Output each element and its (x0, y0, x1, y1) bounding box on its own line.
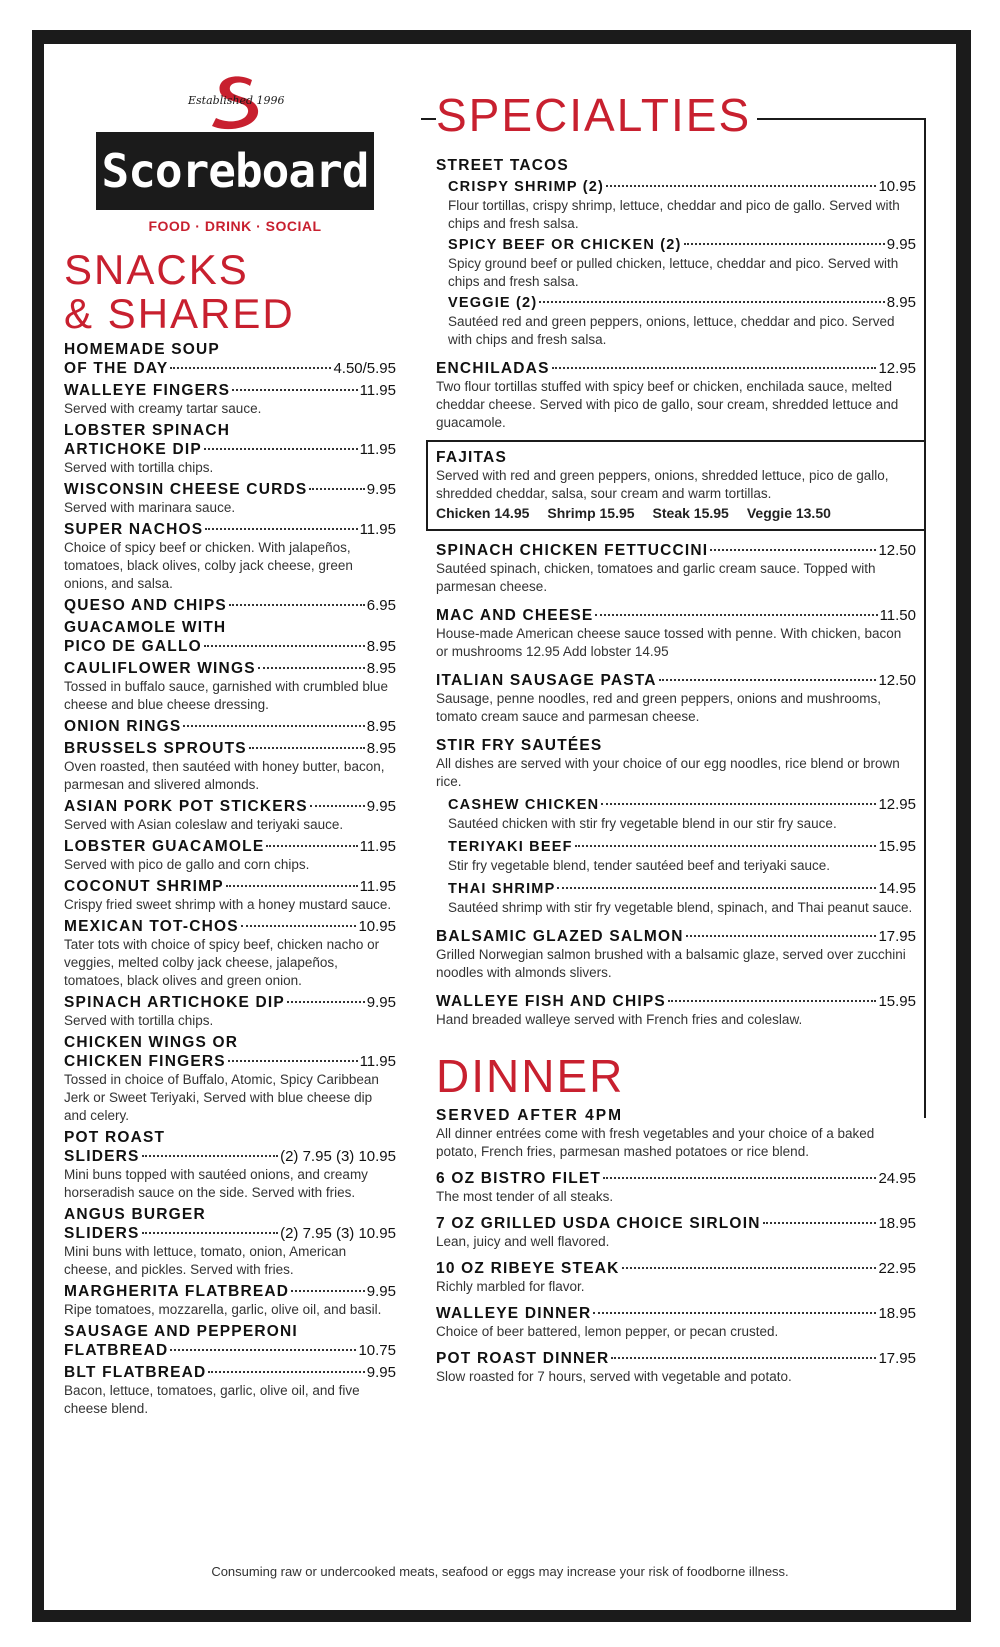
item-price: 15.95 (878, 993, 916, 1010)
stir-fry-section: STIR FRY SAUTÉES All dishes are served with your choice of our egg noodles, rice blend or brown rice. (436, 737, 900, 789)
dot-leader (204, 448, 358, 450)
item-name: WISCONSIN CHEESE CURDS (64, 481, 308, 498)
menu-item (64, 993, 396, 1030)
item-description: Served with tortilla chips. (64, 1013, 214, 1028)
menu-item (448, 293, 916, 349)
item-price: (2) 7.95 (3) 10.95 (280, 1225, 396, 1242)
item-name: CHICKEN FINGERS (64, 1053, 226, 1070)
menu-item (436, 671, 916, 726)
menu-item (64, 917, 396, 990)
fajitas-desc: Served with red and green peppers, onions, shredded lettuce, pico de gallo, shredded cheddar, salsa, sour cream and warm tortillas. (436, 468, 889, 501)
menu-item (448, 177, 916, 233)
item-name: BALSAMIC GLAZED SALMON (436, 928, 684, 945)
dot-leader (684, 243, 885, 245)
menu-item (64, 381, 396, 418)
menu-item (436, 1169, 916, 1206)
dot-leader (291, 1290, 365, 1292)
dot-leader (228, 1060, 358, 1062)
menu-item (436, 1214, 916, 1251)
item-price: 8.95 (366, 740, 396, 757)
item-name: ARTICHOKE DIP (64, 441, 202, 458)
item-description: Bacon, lettuce, tomatoes, garlic, olive oil, and five cheese blend. (64, 1383, 360, 1416)
item-name: WALLEYE FINGERS (64, 382, 231, 399)
item-name: SUPER NACHOS (64, 521, 204, 538)
item-price: 11.50 (879, 607, 916, 624)
item-description: Crispy fried sweet shrimp with a honey mustard sauce. (64, 897, 392, 912)
item-description: Spicy ground beef or pulled chicken, lettuce, cheddar and pico. Served with chips and fresh salsa. (448, 256, 899, 289)
menu-item (64, 480, 396, 517)
item-description: The most tender of all steaks. (436, 1189, 614, 1204)
item-description: Served with pico de gallo and corn chips. (64, 857, 310, 872)
dot-leader (204, 645, 365, 647)
item-description: Sausage, penne noodles, red and green peppers, onions and mushrooms, tomato cream sauce and parmesan cheese. (436, 691, 882, 724)
dot-leader (603, 1177, 876, 1179)
menu-item (436, 606, 916, 661)
menu-item (448, 235, 916, 291)
item-description: Served with marinara sauce. (64, 500, 236, 515)
dot-leader (659, 679, 877, 681)
item-price: 12.50 (878, 542, 916, 559)
item-price: 17.95 (878, 1350, 916, 1367)
snacks-section-title: SNACKS & SHARED (64, 246, 295, 337)
specialties-list-2 (436, 927, 916, 1029)
item-price: 11.95 (359, 382, 396, 399)
menu-item (436, 927, 916, 982)
dinner-list (436, 1169, 916, 1386)
item-price: 9.95 (366, 1283, 396, 1300)
dot-leader (557, 887, 876, 889)
item-price: 11.95 (359, 878, 396, 895)
dot-leader (266, 845, 357, 847)
item-description: Mini buns topped with sautéed onions, and creamy horseradish sauce on the side. Served with fries. (64, 1167, 368, 1200)
item-description: Served with creamy tartar sauce. (64, 401, 262, 416)
item-price: 24.95 (878, 1170, 916, 1187)
item-name-line: GUACAMOLE WITH (64, 619, 227, 636)
item-name: TERIYAKI BEEF (448, 839, 573, 855)
menu-item (64, 1205, 396, 1279)
established-text: Established 1996 (188, 94, 285, 107)
item-description: Mini buns with lettuce, tomato, onion, American cheese, and pickles. Served with fries. (64, 1244, 347, 1277)
item-name-line: SAUSAGE AND PEPPERONI (64, 1323, 298, 1340)
menu-item (64, 1282, 396, 1319)
item-name: BRUSSELS SPROUTS (64, 740, 247, 757)
item-name: CASHEW CHICKEN (448, 797, 600, 813)
specialties-title: SPECIALTIES (436, 92, 757, 138)
item-name: ONION RINGS (64, 718, 182, 735)
item-price: 11.95 (359, 441, 396, 458)
dot-leader (611, 1357, 876, 1359)
menu-item (436, 992, 916, 1029)
menu-item (64, 877, 396, 914)
item-name: SLIDERS (64, 1225, 140, 1242)
item-price: 12.50 (878, 672, 916, 689)
item-price: 4.50/5.95 (333, 360, 396, 377)
item-price: 17.95 (878, 928, 916, 945)
item-description: Oven roasted, then sautéed with honey butter, bacon, parmesan and slivered almonds. (64, 759, 385, 792)
item-price: 10.75 (358, 1342, 396, 1359)
item-name: SPINACH CHICKEN FETTUCCINI (436, 542, 709, 559)
item-price: 14.95 (878, 880, 916, 897)
item-description: Grilled Norwegian salmon brushed with a balsamic glaze, served over zucchini noodles with almonds slivers. (436, 947, 906, 980)
item-name: ITALIAN SAUSAGE PASTA (436, 672, 657, 689)
item-name: WALLEYE FISH AND CHIPS (436, 993, 666, 1010)
item-name: MEXICAN TOT-CHOS (64, 918, 239, 935)
item-description: Stir fry vegetable blend, tender sautéed beef and teriyaki sauce. (448, 858, 830, 873)
item-price: 11.95 (359, 1053, 396, 1070)
item-name-line: LOBSTER SPINACH (64, 422, 231, 439)
item-name: QUESO AND CHIPS (64, 597, 227, 614)
item-description: Tossed in buffalo sauce, garnished with crumbled blue cheese and blue cheese dressing. (64, 679, 388, 712)
served-after: SERVED AFTER 4PM (436, 1107, 624, 1124)
dot-leader (309, 488, 364, 490)
item-description: Sautéed red and green peppers, onions, lettuce, cheddar and pico. Served with chips and fresh salsa. (448, 314, 895, 347)
dot-leader (622, 1267, 877, 1269)
menu-item (436, 1349, 916, 1386)
item-name: MARGHERITA FLATBREAD (64, 1283, 290, 1300)
dot-leader (287, 1001, 365, 1003)
item-description: House-made American cheese sauce tossed with penne. With chicken, bacon or mushrooms 12.95 Add lobster 14.95 (436, 626, 902, 659)
dot-leader (710, 549, 876, 551)
menu-item (64, 1033, 396, 1125)
item-description: Ripe tomatoes, mozzarella, garlic, olive oil, and basil. (64, 1302, 382, 1317)
foodborne-disclaimer: Consuming raw or undercooked meats, seafood or eggs may increase your risk of foodborne illness. (211, 1564, 789, 1579)
street-tacos-heading: STREET TACOS (436, 157, 569, 174)
menu-item (64, 1128, 396, 1202)
logo-tagline: FOOD · DRINK · SOCIAL (148, 218, 322, 234)
menu-item (64, 618, 396, 656)
item-price: 10.95 (358, 918, 396, 935)
item-name: SLIDERS (64, 1148, 140, 1165)
dot-leader (606, 185, 876, 187)
item-price: 18.95 (878, 1215, 916, 1232)
dot-leader (205, 528, 357, 530)
dot-leader (241, 925, 357, 927)
item-name: WALLEYE DINNER (436, 1305, 592, 1322)
menu-item (64, 596, 396, 615)
fajitas-heading: FAJITAS (436, 449, 507, 466)
item-name: FLATBREAD (64, 1342, 169, 1359)
dot-leader (226, 885, 358, 887)
item-price: (2) 7.95 (3) 10.95 (280, 1148, 396, 1165)
item-description: Flour tortillas, crispy shrimp, lettuce, cheddar and pico de gallo. Served with chips and fresh salsa. (448, 198, 900, 231)
item-description: Choice of beer battered, lemon pepper, or pecan crusted. (436, 1324, 779, 1339)
item-name: 7 OZ GRILLED USDA CHOICE SIRLOIN (436, 1215, 761, 1232)
item-description: Sautéed chicken with stir fry vegetable blend in our stir fry sauce. (448, 816, 837, 831)
dot-leader (258, 667, 365, 669)
menu-item (436, 1259, 916, 1296)
item-price: 8.95 (366, 718, 396, 735)
item-name: THAI SHRIMP (448, 881, 556, 897)
item-name-line: HOMEMADE SOUP (64, 341, 220, 358)
menu-item (448, 879, 916, 917)
dot-leader (595, 614, 877, 616)
menu-item (448, 837, 916, 875)
item-price: 10.95 (878, 178, 916, 195)
item-price: 9.95 (366, 994, 396, 1011)
dot-leader (232, 389, 357, 391)
menu-item (64, 717, 396, 736)
item-description: Hand breaded walleye served with French fries and coleslaw. (436, 1012, 803, 1027)
item-name: POT ROAST DINNER (436, 1350, 610, 1367)
item-price: 12.95 (878, 796, 916, 813)
dot-leader (170, 367, 331, 369)
item-price: 9.95 (366, 798, 396, 815)
item-name: MAC AND CHEESE (436, 607, 594, 624)
item-name: OF THE DAY (64, 360, 169, 377)
item-description: Sautéed spinach, chicken, tomatoes and garlic cream sauce. Topped with parmesan cheese. (436, 561, 876, 594)
item-name: CAULIFLOWER WINGS (64, 660, 256, 677)
item-price: 8.95 (366, 660, 396, 677)
snacks-list (64, 340, 396, 1418)
menu-item (436, 1304, 916, 1341)
menu-item (64, 520, 396, 593)
item-name: ASIAN PORK POT STICKERS (64, 798, 308, 815)
item-name: BLT FLATBREAD (64, 1364, 207, 1381)
stir-fry-list (436, 795, 916, 917)
item-price: 11.95 (359, 838, 396, 855)
item-description: Richly marbled for flavor. (436, 1279, 585, 1294)
menu-item (64, 797, 396, 834)
item-description: Served with Asian coleslaw and teriyaki sauce. (64, 817, 344, 832)
specialties-column (436, 156, 916, 1386)
item-name: VEGGIE (2) (448, 295, 538, 311)
item-price: 18.95 (878, 1305, 916, 1322)
item-name: LOBSTER GUACAMOLE (64, 838, 265, 855)
dot-leader (142, 1155, 279, 1157)
menu-item (64, 340, 396, 378)
dot-leader (170, 1349, 356, 1351)
menu-item (64, 421, 396, 477)
menu-item (436, 541, 916, 596)
dot-leader (183, 725, 364, 727)
item-name-line: POT ROAST (64, 1129, 166, 1146)
item-name: 6 OZ BISTRO FILET (436, 1170, 602, 1187)
menu-item (64, 1363, 396, 1418)
dinner-title: DINNER (436, 1050, 625, 1102)
dot-leader (763, 1222, 877, 1224)
fajitas-prices: Chicken 14.95 Shrimp 15.95 Steak 15.95 Veggie 13.50 (436, 505, 831, 521)
restaurant-name: Scoreboard (101, 144, 369, 198)
item-price: 11.95 (359, 521, 396, 538)
item-price: 8.95 (886, 294, 916, 311)
dot-leader (142, 1232, 279, 1234)
item-name: COCONUT SHRIMP (64, 878, 224, 895)
dot-leader (593, 1312, 876, 1314)
item-description: Tossed in choice of Buffalo, Atomic, Spicy Caribbean Jerk or Sweet Teriyaki, Served with blue cheese dip and celery. (64, 1072, 379, 1123)
item-price: 6.95 (366, 597, 396, 614)
item-name: 10 OZ RIBEYE STEAK (436, 1260, 620, 1277)
specialties-list (436, 541, 916, 726)
dot-leader (668, 1000, 877, 1002)
item-name: PICO DE GALLO (64, 638, 202, 655)
menu-item (64, 1322, 396, 1360)
item-description: Choice of spicy beef or chicken. With jalapeños, tomatoes, black olives, colby jack cheese, green onions, and salsa. (64, 540, 353, 591)
item-description: Lean, juicy and well flavored. (436, 1234, 610, 1249)
dot-leader (601, 803, 876, 805)
dot-leader (249, 747, 365, 749)
item-description: Slow roasted for 7 hours, served with vegetable and potato. (436, 1369, 792, 1384)
street-tacos-list (436, 177, 916, 349)
item-description: Sautéed shrimp with stir fry vegetable blend, spinach, and Thai peanut sauce. (448, 900, 913, 915)
item-name-line: CHICKEN WINGS OR (64, 1034, 239, 1051)
item-price: 9.95 (366, 481, 396, 498)
item-name: SPINACH ARTICHOKE DIP (64, 994, 285, 1011)
item-price: 8.95 (366, 638, 396, 655)
item-price: 22.95 (878, 1260, 916, 1277)
dot-leader (310, 805, 365, 807)
item-price: 15.95 (878, 838, 916, 855)
dot-leader (686, 935, 877, 937)
dot-leader (575, 845, 877, 847)
dot-leader (208, 1371, 364, 1373)
snacks-column (64, 248, 396, 1418)
menu-item: ENCHILADAS 12.95 Two flour tortillas stuffed with spicy beef or chicken, enchilada sauce, melted cheddar cheese. Served with pico de gallo, sour cream, shredded lettuce and guacamole. (436, 360, 916, 430)
menu-item (64, 837, 396, 874)
dot-leader (229, 604, 365, 606)
scoreboard-logo (96, 72, 374, 242)
fajitas-box (426, 440, 926, 531)
item-price: 9.95 (886, 236, 916, 253)
item-description: Tater tots with choice of spicy beef, chicken nacho or veggies, melted colby jack cheese, jalapeños, tomatoes, black olives and green onion. (64, 937, 380, 988)
item-price: 9.95 (366, 1364, 396, 1381)
item-description: Served with tortilla chips. (64, 460, 214, 475)
item-name: CRISPY SHRIMP (2) (448, 179, 605, 195)
menu-item (448, 795, 916, 833)
menu-item (64, 739, 396, 794)
menu-item (64, 659, 396, 714)
item-name: SPICY BEEF OR CHICKEN (2) (448, 237, 682, 253)
item-name-line: ANGUS BURGER (64, 1206, 206, 1223)
dot-leader (539, 301, 884, 303)
dinner-intro: All dinner entrées come with fresh vegetables and your choice of a baked potato, French fries, parmesan mashed potatoes or rice blend. (436, 1126, 875, 1159)
